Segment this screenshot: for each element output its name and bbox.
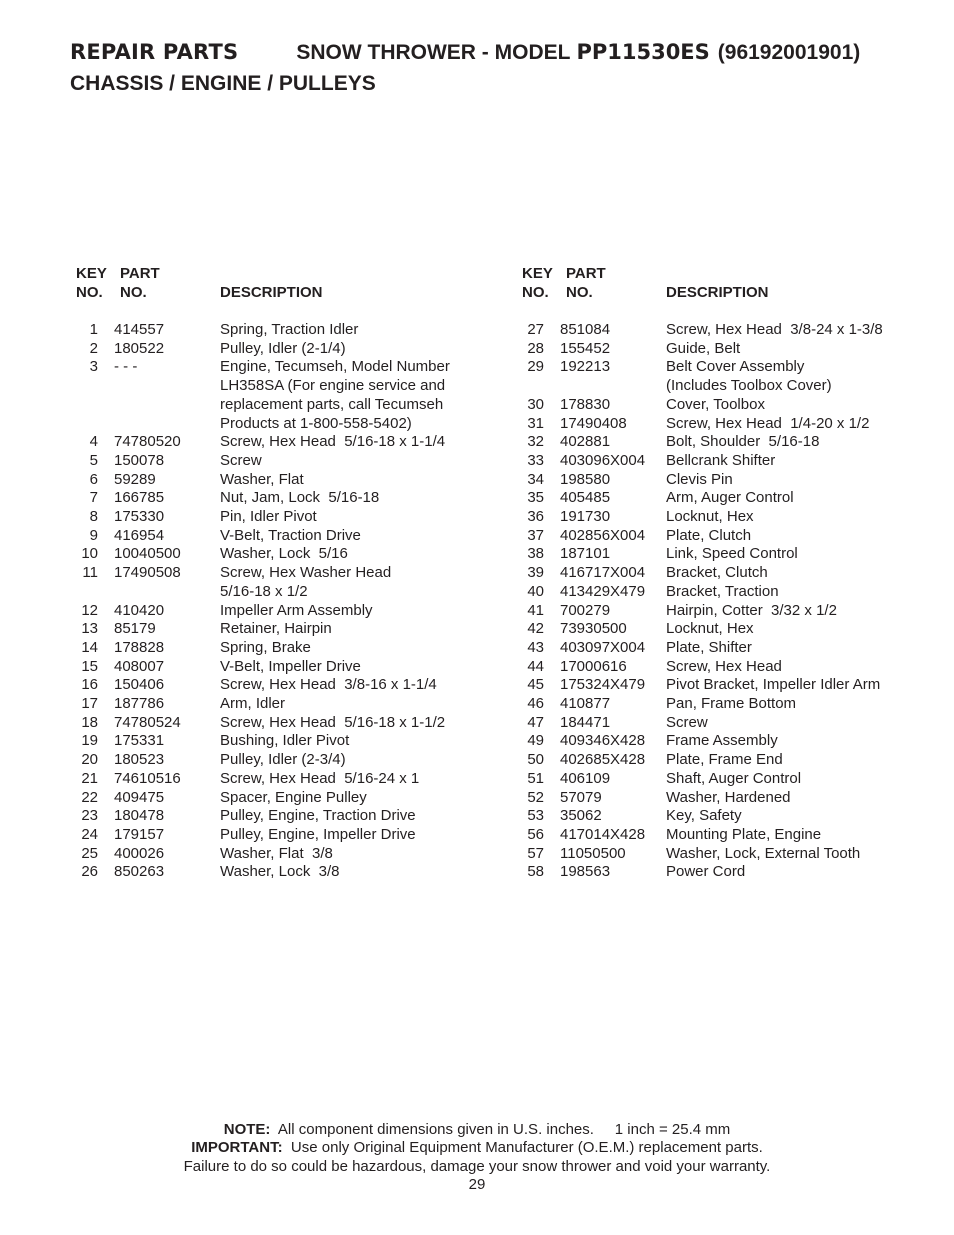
part-description: V-Belt, Impeller Drive bbox=[220, 657, 361, 675]
part-description: Pin, Idler Pivot bbox=[220, 508, 317, 526]
part-number: 184471 bbox=[560, 713, 611, 731]
parts-row bbox=[70, 789, 490, 808]
header-title-line bbox=[70, 38, 930, 66]
part-number: 700279 bbox=[560, 601, 611, 619]
key-number: 13 bbox=[81, 620, 98, 638]
part-number: 74610516 bbox=[114, 769, 181, 787]
part-number: 402881 bbox=[560, 433, 611, 451]
note-text: All component dimensions given in U.S. inches. 1 inch = 25.4 mm bbox=[270, 1121, 731, 1138]
parts-row bbox=[516, 732, 936, 751]
parts-row bbox=[516, 583, 936, 602]
part-number: 180478 bbox=[114, 807, 165, 825]
key-number: 53 bbox=[527, 807, 544, 825]
parts-rows bbox=[70, 321, 490, 882]
key-number: 31 bbox=[527, 414, 544, 432]
parts-row bbox=[516, 770, 936, 789]
part-header-line2: NO. bbox=[566, 284, 593, 301]
part-number: 410420 bbox=[114, 601, 165, 619]
page-number: 29 bbox=[468, 1175, 486, 1193]
part-description: Arm, Idler bbox=[220, 695, 286, 713]
part-description: Plate, Clutch bbox=[666, 526, 752, 544]
part-header-line1: PART bbox=[120, 265, 160, 282]
parts-row bbox=[70, 863, 490, 882]
key-number: 34 bbox=[527, 470, 544, 488]
part-number: 59289 bbox=[114, 470, 156, 488]
key-number: 32 bbox=[527, 433, 544, 451]
part-description: Screw, Hex Head bbox=[666, 657, 782, 675]
part-number: 198580 bbox=[560, 470, 611, 488]
parts-row bbox=[70, 732, 490, 751]
part-description: Guide, Belt bbox=[666, 339, 741, 357]
part-description: Impeller Arm Assembly bbox=[220, 601, 373, 619]
key-number: 27 bbox=[527, 321, 544, 338]
parts-row bbox=[516, 658, 936, 677]
key-number: 21 bbox=[81, 769, 98, 787]
parts-row bbox=[70, 340, 490, 359]
parts-row bbox=[516, 321, 936, 340]
part-description: Screw, Hex Head 5/16-18 x 1-1/2 bbox=[220, 713, 446, 731]
part-number: 416954 bbox=[114, 526, 165, 544]
key-number: 50 bbox=[527, 751, 544, 769]
parts-row bbox=[516, 826, 936, 845]
part-number: 850263 bbox=[114, 863, 165, 881]
parts-row bbox=[516, 415, 936, 434]
part-description: Bellcrank Shifter bbox=[666, 451, 776, 469]
part-description: Pan, Frame Bottom bbox=[666, 695, 797, 713]
part-number: 403096X004 bbox=[560, 451, 646, 469]
key-number: 49 bbox=[527, 732, 544, 750]
key-number: 17 bbox=[81, 695, 98, 713]
description-header: DESCRIPTION bbox=[666, 284, 769, 301]
part-number: 198563 bbox=[560, 863, 611, 881]
part-description: replacement parts, call Tecumseh bbox=[220, 395, 444, 413]
part-number: 178828 bbox=[114, 638, 165, 656]
part-description: Washer, Flat 3/8 bbox=[220, 844, 333, 862]
part-number: 10040500 bbox=[114, 545, 181, 563]
part-number: 400026 bbox=[114, 844, 165, 862]
parts-list-left bbox=[70, 265, 490, 882]
part-description: Cover, Toolbox bbox=[666, 395, 765, 413]
key-number: 3 bbox=[89, 358, 98, 376]
key-number: 7 bbox=[89, 489, 98, 507]
section-title: CHASSIS / ENGINE / PULLEYS bbox=[70, 72, 376, 95]
parts-row bbox=[516, 639, 936, 658]
key-number: 25 bbox=[81, 844, 98, 862]
part-header-line1: PART bbox=[566, 265, 606, 282]
parts-row bbox=[516, 602, 936, 621]
part-description: Nut, Jam, Lock 5/16-18 bbox=[220, 489, 380, 507]
key-number: 42 bbox=[527, 620, 544, 638]
part-number: 178830 bbox=[560, 395, 611, 413]
part-number: 85179 bbox=[114, 620, 156, 638]
part-number: 17490408 bbox=[560, 414, 627, 432]
note-label: NOTE: bbox=[223, 1121, 271, 1138]
part-number: 74780524 bbox=[114, 713, 181, 731]
key-number: 15 bbox=[81, 657, 98, 675]
part-number: 150406 bbox=[114, 676, 165, 694]
part-description: Retainer, Hairpin bbox=[220, 620, 332, 638]
part-description: Spacer, Engine Pulley bbox=[220, 788, 367, 806]
parts-row bbox=[516, 508, 936, 527]
part-number: 11050500 bbox=[560, 844, 626, 862]
parts-list-right bbox=[516, 265, 936, 882]
parts-row bbox=[70, 508, 490, 527]
part-description: Washer, Lock 3/8 bbox=[220, 863, 340, 881]
part-description: Clevis Pin bbox=[666, 470, 733, 488]
part-number: 413429X479 bbox=[560, 582, 646, 600]
part-description: Screw, Hex Head 1/4-20 x 1/2 bbox=[666, 414, 870, 432]
part-number: 35062 bbox=[560, 807, 602, 825]
column-headers bbox=[70, 265, 490, 305]
parts-row bbox=[516, 433, 936, 452]
part-description: 5/16-18 x 1/2 bbox=[220, 582, 308, 600]
parts-row bbox=[516, 545, 936, 564]
parts-row bbox=[70, 826, 490, 845]
key-number: 43 bbox=[527, 638, 544, 656]
model-number: (96192001901) bbox=[717, 41, 861, 64]
part-description: Belt Cover Assembly bbox=[666, 358, 805, 376]
parts-row bbox=[70, 564, 490, 601]
part-description: Key, Safety bbox=[666, 807, 742, 825]
part-number: 74780520 bbox=[114, 433, 181, 451]
page-header bbox=[70, 38, 930, 99]
key-number: 24 bbox=[81, 825, 98, 843]
key-number: 29 bbox=[527, 358, 544, 376]
part-description: Spring, Brake bbox=[220, 638, 311, 656]
parts-row bbox=[516, 489, 936, 508]
part-description: LH358SA (For engine service and bbox=[220, 377, 446, 395]
part-number: 73930500 bbox=[560, 620, 627, 638]
key-number: 33 bbox=[527, 451, 544, 469]
parts-row bbox=[516, 789, 936, 808]
key-number: 39 bbox=[527, 564, 544, 582]
part-description: Pulley, Idler (2-1/4) bbox=[220, 339, 346, 357]
key-number: 8 bbox=[89, 508, 98, 526]
key-header-line1: KEY bbox=[76, 265, 107, 282]
part-description: Products at 1-800-558-5402) bbox=[220, 414, 412, 432]
parts-row bbox=[70, 658, 490, 677]
part-description: Hairpin, Cotter 3/32 x 1/2 bbox=[666, 601, 837, 619]
key-number: 41 bbox=[527, 601, 544, 619]
key-number: 26 bbox=[81, 863, 98, 881]
snow-thrower-model-label: SNOW THROWER - MODEL bbox=[296, 41, 571, 64]
part-number: 191730 bbox=[560, 508, 611, 526]
parts-row bbox=[70, 545, 490, 564]
part-description: Washer, Lock 5/16 bbox=[220, 545, 348, 563]
key-number: 1 bbox=[89, 321, 98, 338]
key-number: 38 bbox=[527, 545, 544, 563]
parts-row bbox=[70, 639, 490, 658]
key-number: 4 bbox=[89, 433, 98, 451]
part-number: 409475 bbox=[114, 788, 165, 806]
part-number: 417014X428 bbox=[560, 825, 646, 843]
part-number: 179157 bbox=[114, 825, 165, 843]
key-number: 5 bbox=[89, 451, 98, 469]
part-number: 402685X428 bbox=[560, 751, 646, 769]
parts-row bbox=[70, 433, 490, 452]
note-line bbox=[0, 1121, 954, 1139]
part-number: 414557 bbox=[114, 321, 165, 338]
key-number: 2 bbox=[89, 339, 98, 357]
part-number: - - - bbox=[114, 358, 138, 376]
part-description: Link, Speed Control bbox=[666, 545, 798, 563]
key-number: 9 bbox=[89, 526, 98, 544]
parts-row bbox=[516, 471, 936, 490]
parts-row bbox=[516, 695, 936, 714]
part-number: 17000616 bbox=[560, 657, 627, 675]
key-number: 44 bbox=[527, 657, 544, 675]
key-number: 14 bbox=[81, 638, 98, 656]
part-description: Frame Assembly bbox=[666, 732, 778, 750]
parts-row bbox=[516, 358, 936, 395]
key-number: 11 bbox=[82, 564, 98, 582]
part-header-line2: NO. bbox=[120, 284, 147, 301]
part-description: Bushing, Idler Pivot bbox=[220, 732, 350, 750]
parts-row bbox=[70, 489, 490, 508]
parts-row bbox=[70, 602, 490, 621]
parts-row bbox=[516, 676, 936, 695]
part-number: 175324X479 bbox=[560, 676, 646, 694]
key-number: 35 bbox=[527, 489, 544, 507]
part-description: Washer, Hardened bbox=[666, 788, 791, 806]
parts-row bbox=[70, 471, 490, 490]
key-number: 57 bbox=[527, 844, 544, 862]
parts-row bbox=[70, 321, 490, 340]
parts-row bbox=[70, 845, 490, 864]
part-description: Locknut, Hex bbox=[666, 620, 754, 638]
key-header-line1: KEY bbox=[522, 265, 553, 282]
key-number: 20 bbox=[81, 751, 98, 769]
part-description: Screw, Hex Head 3/8-16 x 1-1/4 bbox=[220, 676, 437, 694]
part-description: Pivot Bracket, Impeller Idler Arm bbox=[666, 676, 881, 694]
part-description: Screw, Hex Washer Head bbox=[220, 564, 392, 582]
key-number: 47 bbox=[527, 713, 544, 731]
part-description: Pulley, Engine, Impeller Drive bbox=[220, 825, 416, 843]
parts-row bbox=[516, 452, 936, 471]
parts-row bbox=[70, 807, 490, 826]
key-number: 46 bbox=[527, 695, 544, 713]
important-label: IMPORTANT: bbox=[191, 1139, 283, 1157]
part-description: Pulley, Engine, Traction Drive bbox=[220, 807, 416, 825]
part-description: Shaft, Auger Control bbox=[666, 769, 802, 787]
part-number: 402856X004 bbox=[560, 526, 646, 544]
parts-row bbox=[516, 340, 936, 359]
part-description: Bolt, Shoulder 5/16-18 bbox=[666, 433, 820, 451]
part-description: Arm, Auger Control bbox=[666, 489, 794, 507]
important-text: Use only Original Equipment Manufacturer (O.E.M.) replacement parts. bbox=[282, 1139, 763, 1157]
key-number: 56 bbox=[527, 825, 544, 843]
part-number: 187786 bbox=[114, 695, 165, 713]
key-number: 37 bbox=[527, 526, 544, 544]
warning-line: Failure to do so could be hazardous, damage your snow thrower and void your warranty. bbox=[183, 1157, 771, 1175]
parts-row bbox=[516, 527, 936, 546]
part-number: 57079 bbox=[560, 788, 602, 806]
description-header: DESCRIPTION bbox=[220, 284, 323, 301]
part-description: Pulley, Idler (2-3/4) bbox=[220, 751, 346, 769]
key-number: 12 bbox=[81, 601, 98, 619]
key-number: 10 bbox=[81, 545, 98, 563]
parts-row bbox=[70, 695, 490, 714]
parts-row bbox=[70, 620, 490, 639]
key-number: 19 bbox=[81, 732, 98, 750]
part-number: 17490508 bbox=[114, 564, 181, 582]
part-description: Screw, Hex Head 3/8-24 x 1-3/8 bbox=[666, 321, 883, 338]
key-number: 36 bbox=[527, 508, 544, 526]
part-description: Mounting Plate, Engine bbox=[666, 825, 822, 843]
key-number: 6 bbox=[89, 470, 98, 488]
parts-row bbox=[70, 358, 490, 433]
part-number: 150078 bbox=[114, 451, 165, 469]
part-number: 408007 bbox=[114, 657, 165, 675]
part-number: 416717X004 bbox=[560, 564, 646, 582]
key-number: 51 bbox=[527, 769, 544, 787]
part-description: Plate, Frame End bbox=[666, 751, 783, 769]
parts-row bbox=[70, 527, 490, 546]
parts-row bbox=[70, 452, 490, 471]
part-number: 180523 bbox=[114, 751, 165, 769]
part-number: 166785 bbox=[114, 489, 165, 507]
part-description: Engine, Tecumseh, Model Number bbox=[220, 358, 450, 376]
part-number: 403097X004 bbox=[560, 638, 646, 656]
important-line bbox=[0, 1139, 954, 1157]
part-description: Screw bbox=[666, 713, 708, 731]
key-number: 23 bbox=[81, 807, 98, 825]
key-number: 30 bbox=[527, 395, 544, 413]
part-description: Bracket, Traction bbox=[666, 582, 779, 600]
parts-row bbox=[70, 751, 490, 770]
part-description: Screw bbox=[220, 451, 262, 469]
parts-row bbox=[516, 845, 936, 864]
key-number: 16 bbox=[81, 676, 98, 694]
part-description: Power Cord bbox=[666, 863, 746, 881]
repair-parts-title: REPAIR PARTS bbox=[70, 40, 239, 64]
key-number: 40 bbox=[527, 582, 544, 600]
part-description: Screw, Hex Head 5/16-18 x 1-1/4 bbox=[220, 433, 446, 451]
parts-row bbox=[516, 714, 936, 733]
part-description: (Includes Toolbox Cover) bbox=[666, 377, 832, 395]
page-footer bbox=[0, 1121, 954, 1194]
part-number: 405485 bbox=[560, 489, 611, 507]
part-description: Screw, Hex Head 5/16-24 x 1 bbox=[220, 769, 420, 787]
key-number: 28 bbox=[527, 339, 544, 357]
part-description: V-Belt, Traction Drive bbox=[220, 526, 361, 544]
part-number: 409346X428 bbox=[560, 732, 646, 750]
part-description: Bracket, Clutch bbox=[666, 564, 768, 582]
part-number: 187101 bbox=[560, 545, 611, 563]
part-number: 192213 bbox=[560, 358, 611, 376]
parts-row bbox=[516, 396, 936, 415]
part-number: 175331 bbox=[114, 732, 165, 750]
part-number: 155452 bbox=[560, 339, 611, 357]
parts-row bbox=[70, 714, 490, 733]
key-number: 45 bbox=[527, 676, 544, 694]
part-description: Washer, Lock, External Tooth bbox=[666, 844, 861, 862]
parts-row bbox=[516, 863, 936, 882]
parts-row bbox=[516, 807, 936, 826]
parts-row bbox=[516, 751, 936, 770]
parts-row bbox=[70, 676, 490, 695]
part-number: 851084 bbox=[560, 321, 611, 338]
parts-rows bbox=[516, 321, 936, 882]
part-number: 175330 bbox=[114, 508, 165, 526]
parts-row bbox=[516, 564, 936, 583]
part-number: 410877 bbox=[560, 695, 611, 713]
column-headers bbox=[516, 265, 936, 305]
key-number: 22 bbox=[81, 788, 98, 806]
parts-row bbox=[516, 620, 936, 639]
key-number: 18 bbox=[81, 713, 98, 731]
part-description: Washer, Flat bbox=[220, 470, 304, 488]
part-number: 180522 bbox=[114, 339, 165, 357]
key-header-line2: NO. bbox=[76, 284, 103, 301]
key-number: 58 bbox=[527, 863, 544, 881]
part-description: Spring, Traction Idler bbox=[220, 321, 359, 338]
parts-row bbox=[70, 770, 490, 789]
part-description: Locknut, Hex bbox=[666, 508, 754, 526]
key-number: 52 bbox=[527, 788, 544, 806]
key-header-line2: NO. bbox=[522, 284, 549, 301]
model-name: PP11530ES bbox=[576, 40, 710, 64]
part-number: 406109 bbox=[560, 769, 611, 787]
part-description: Plate, Shifter bbox=[666, 638, 752, 656]
